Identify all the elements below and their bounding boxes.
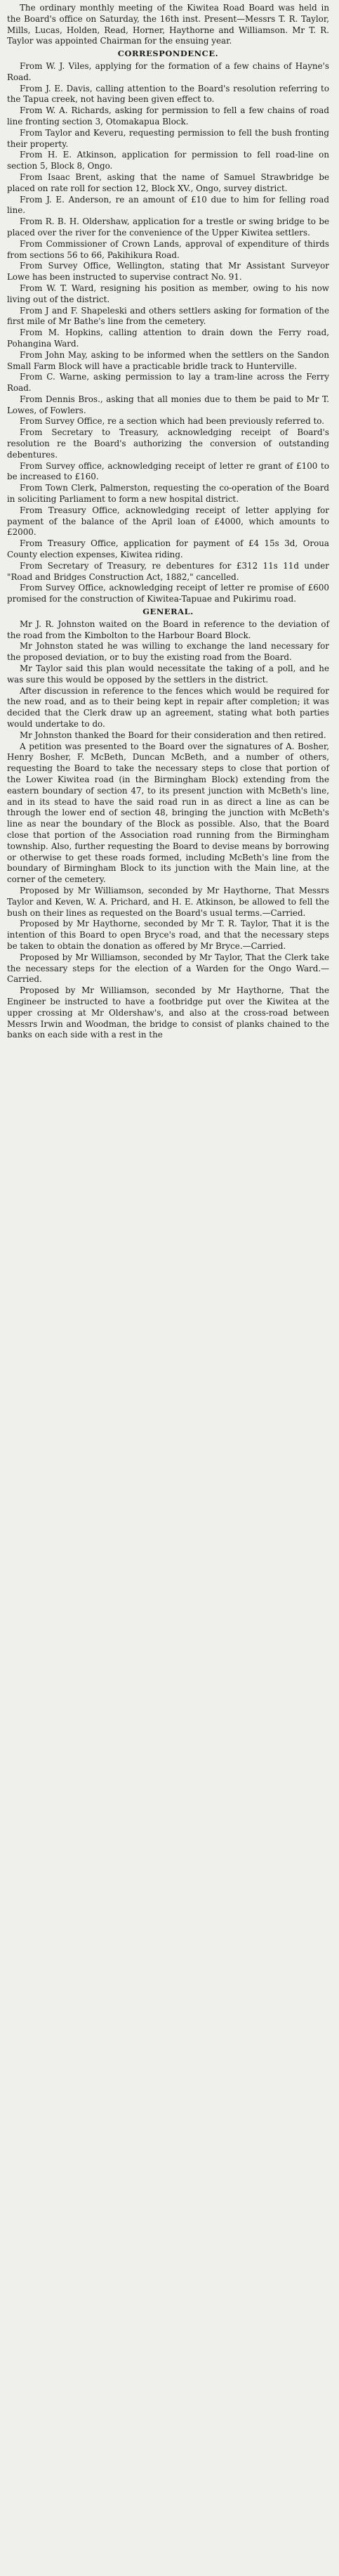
- correspondence-item: From Dennis Bros., asking that all monies due to them be paid to Mr T. Lowes, of Fowlers.: [7, 394, 329, 415]
- general-paragraph: A petition was presented to the Board over the signatures of A. Bosher, Henry Bosher, F. McBeth, Duncan McBeth, and a number of others, requesting the Board to take the necessary steps to close that portion of the Lower Kiwitea road (in the Birmingham Block) extending from the eastern boundary of section 47, to its present junction with McBeth's line, and in its stead to have the said road run in as direct a line as can be through the lower end of section 48, bringing the junction with McBeth's line as near the boundary of the Block as possible. Also, that the Board close that portion of the Association road running from the Birmingham township. Also, further requesting the Board to devise means by borrowing or otherwise to get these roads formed, including McBeth's line from the boundary of Birmingham Block to its junction with the Main line, at the corner of the cemetery.: [7, 741, 329, 885]
- general-paragraph: Mr Taylor said this plan would necessitate the taking of a poll, and he was sure this would be opposed by the settlers in the district.: [7, 664, 329, 685]
- correspondence-item: From John May, asking to be informed when the settlers on the Sandon Small Farm Block will have a practicable bridle track to Hunterville.: [7, 349, 329, 371]
- general-paragraph: Proposed by Mr Williamson, seconded by Mr Taylor, That the Clerk take the necessary steps for the election of a Warden for the Ongo Ward.—Carried.: [7, 952, 329, 985]
- correspondence-item: From W. J. Viles, applying for the formation of a few chains of Hayne's Road.: [7, 60, 329, 82]
- correspondence-item: From Taylor and Keveru, requesting permission to fell the bush fronting their property.: [7, 127, 329, 149]
- general-paragraph: Mr Johnston thanked the Board for their consideration and then retired.: [20, 730, 326, 740]
- general-paragraph: Proposed by Mr Williamson, seconded by Mr Haythorne, That Messrs Taylor and Keven, W. A. Prichard, and H. E. Atkinson, be allowed to fell the bush on their lines as requested on the Board's usual terms.—Carried.: [7, 885, 329, 918]
- correspondence-item: From Survey Office, acknowledging receipt of letter re promise of £600 promised for the construction of Kiwitea-Tapuae and Pukirimu road.: [7, 583, 329, 604]
- general-paragraph: Mr Johnston stated he was willing to exchange the land necessary for the proposed deviation, or to buy the existing road from the Board.: [7, 641, 329, 663]
- general-heading: GENERAL.: [142, 607, 194, 617]
- general-paragraph: Proposed by Mr Haythorne, seconded by Mr T. R. Taylor, That it is the intention of this Board to open Bryce's road, and that the necessary steps be taken to obtain the donation as offered by Mr Bryce.—Carried.: [7, 919, 329, 951]
- correspondence-item: From R. B. H. Oldershaw, application for a trestle or swing bridge to be placed over the river for the convenience of the Upper Kiwitea settlers.: [7, 216, 329, 238]
- correspondence-item: From C. Warne, asking permission to lay a tram-line across the Ferry Road.: [7, 372, 329, 394]
- correspondence-item: From Treasury Office, application for payment of £4 15s 3d, Oroua County election expenses, Kiwitea riding.: [7, 538, 329, 560]
- correspondence-item: From H. E. Atkinson, application for permission to fell road-line on section 5, Block 8, Ongo.: [7, 150, 329, 171]
- correspondence-item: From Commissioner of Crown Lands, approval of expenditure of thirds from sections 56 to 66, Pakihikura Road.: [7, 238, 329, 260]
- correspondence-item: From Secretary to Treasury, acknowledging receipt of Board's resolution re the Board's authorizing the conversion of outstanding debentures.: [7, 427, 329, 460]
- correspondence-item: From Survey Office, Wellington, stating that Mr Assistant Surveyor Lowe has been instructed to supervise contract No. 91.: [7, 261, 329, 283]
- correspondence-item: From Secretary of Treasury, re debentures for £312 11s 11d under "Road and Bridges Construction Act, 1882," cancelled.: [7, 560, 329, 582]
- general-paragraph: Proposed by Mr Williamson, seconded by Mr Haythorne, That the Engineer be instructed to have a footbridge put over the Kiwitea at the upper crossing at Mr Oldershaw's, and also at the cross-road between Messrs Irwin and Woodman, the bridge to consist of planks chained to the banks on each side with a rest in the: [7, 985, 329, 1040]
- article-intro: The ordinary monthly meeting of the Kiwitea Road Board was held in the Board's office on Saturday, the 16th inst. Present—Messrs T. R. Taylor, Mills, Lucas, Holden, Read, Horner, Haythorne and Williamson. Mr T. R. Taylor was appointed Chairman for the ensuing year.: [7, 3, 329, 46]
- correspondence-item: From Treasury Office, acknowledging receipt of letter applying for payment of the balance of the April loan of £4000, which amounts to £2000.: [7, 505, 329, 538]
- correspondence-item: From W. T. Ward, resigning his position as member, owing to his now living out of the district.: [7, 283, 329, 304]
- correspondence-item: From M. Hopkins, calling attention to drain down the Ferry road, Pohangina Ward.: [7, 328, 329, 349]
- correspondence-list: [7, 61, 329, 605]
- general-paragraph: Mr J. R. Johnston waited on the Board in reference to the deviation of the road from the Kimbolton to the Harbour Board Block.: [7, 619, 329, 640]
- general-paragraph: After discussion in reference to the fences which would be required for the new road, and as to their being kept in repair after completion; it was decided that the Clerk draw up an agreement, stating what both parties would undertake to do.: [7, 685, 329, 729]
- correspondence-item: From Town Clerk, Palmerston, requesting the co-operation of the Board in soliciting Parliament to form a new hospital district.: [7, 483, 329, 505]
- correspondence-item: From W. A. Richards, asking for permission to fell a few chains of road line fronting section 3, Otomakapua Block.: [7, 105, 329, 127]
- correspondence-item: From J. E. Davis, calling attention to the Board's resolution referring to the Tapua creek, not having been given effect to.: [7, 83, 329, 105]
- correspondence-item: From Isaac Brent, asking that the name of Samuel Strawbridge be placed on rate roll for section 12, Block XV., Ongo, survey district.: [7, 171, 329, 193]
- correspondence-item: From J and F. Shapeleski and others settlers asking for formation of the first mile of Mr Bathe's line from the cemetery.: [7, 305, 329, 327]
- general-list: [7, 619, 329, 1041]
- correspondence-heading: CORRESPONDENCE.: [117, 48, 219, 59]
- correspondence-item: From J. E. Anderson, re an amount of £10 due to him for felling road line.: [7, 194, 329, 216]
- correspondence-item: From Survey Office, re a section which had been previously referred to.: [20, 416, 325, 427]
- correspondence-item: From Survey office, acknowledging receipt of letter re grant of £100 to be increased to £160.: [7, 460, 329, 482]
